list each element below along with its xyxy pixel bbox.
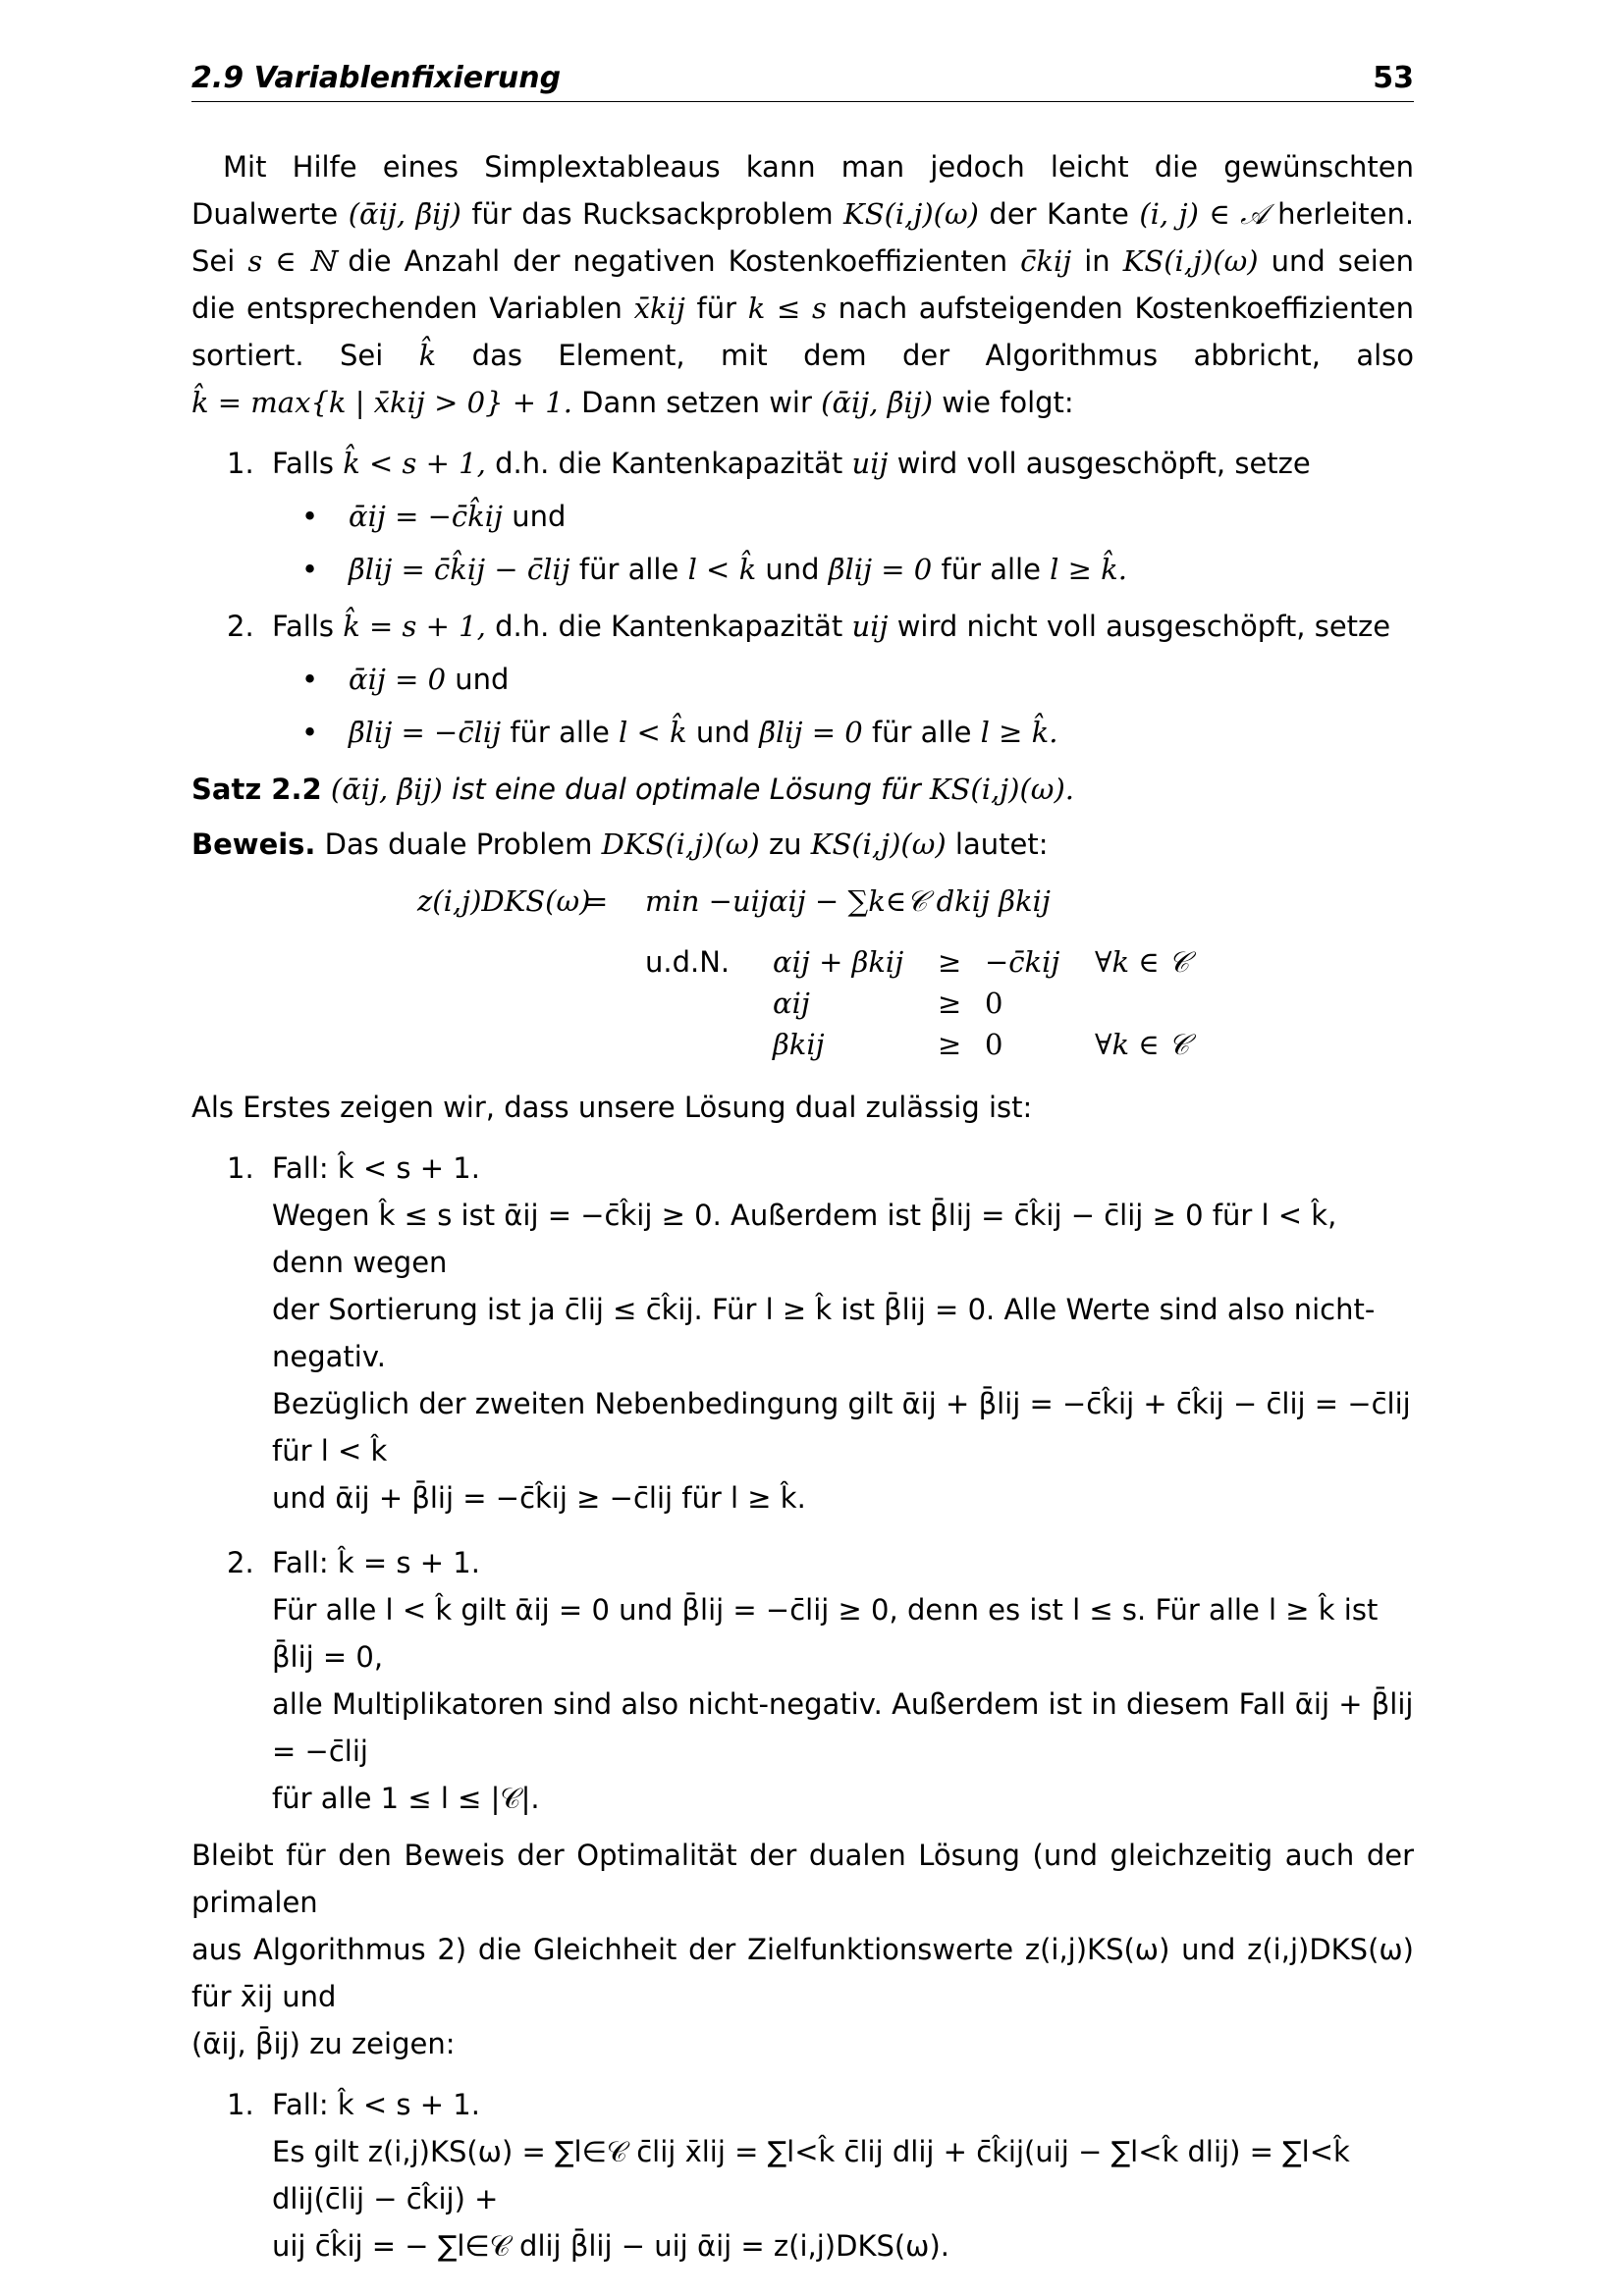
- bullet-item: • ᾱij = 0 und: [191, 656, 1414, 703]
- dual-problem-formulation: z(i,j)DKS(ω) = min −uijαij − ∑k∈𝒞 dkij βkij u.d.N. αij + βkij ≥ −c̄kij ∀k ∈ 𝒞 αij ≥ 0 βkij ≥ 0 ∀k ∈ 𝒞: [417, 884, 1190, 1061]
- running-header: [191, 61, 1414, 102]
- bullet-item: • ᾱij = −c̄k̂ij und: [191, 493, 1414, 540]
- bullet-item: • β̄lij = −c̄lij für alle l < k̂ und β̄lij = 0 für alle l ≥ k̂.: [191, 709, 1414, 756]
- feasibility-cases: [191, 1145, 1414, 1822]
- page-number: 53: [1373, 61, 1414, 95]
- case-item: 1. Fall: k̂ < s + 1. Es gilt z(i,j)KS(ω) = ∑l∈𝒞 c̄lij x̄lij = ∑l<k̂ c̄lij dlij + c̄k̂ij(uij − ∑l<k̂ dlij) = ∑l<k̂ dlij(c̄lij − c̄k̂ij) + uij c̄k̂ij = − ∑l∈𝒞 dlij β̄lij − uij ᾱij = z(i,j)DKS(ω).: [227, 2088, 1350, 2263]
- optimality-cases: [191, 2081, 1414, 2269]
- case-list: [191, 440, 1414, 756]
- intro-paragraph: Mit Hilfe eines Simplextableaus kann man jedoch leicht die gewünschten Dualwerte (ᾱij, β̄ij) für das Rucksackproblem KS(i,j)(ω) der Kante (i, j) ∈ 𝒜 herleiten. Sei s ∈ ℕ die Anzahl der negativen Kostenkoeffizienten c̄kij in KS(i,j)(ω) und seien die entsprechenden Variablen x̄kij für k ≤ s nach aufsteigenden Kostenkoeffizienten sortiert. Sei k̂ das Element, mit dem der Algorithmus abbricht, also k̂ = max{k | x̄kij > 0} + 1. Dann setzen wir (ᾱij, β̄ij) wie folgt:: [191, 150, 1415, 419]
- case-item: 2. Falls k̂ = s + 1, d.h. die Kantenkapazität uij wird nicht voll ausgeschöpft, setze • ᾱij = 0 und • β̄lij = −c̄lij für alle l < k̂ und β̄lij = 0 für alle l ≥ k̂.: [191, 603, 1414, 756]
- case-item: 1. Fall: k̂ < s + 1. Wegen k̂ ≤ s ist ᾱij = −c̄k̂ij ≥ 0. Außerdem ist β̄lij = c̄k̂ij − c̄lij ≥ 0 für l < k̂, denn wegen der Sortierung ist ja c̄lij ≤ c̄k̂ij. Für l ≥ k̂ ist β̄lij = 0. Alle Werte sind also nicht-negativ. Bezüglich der zweiten Nebenbedingung gilt ᾱij + β̄lij = −c̄k̂ij + c̄k̂ij − c̄lij = −c̄lij für l < k̂ und ᾱij + β̄lij = −c̄k̂ij ≥ −c̄lij für l ≥ k̂.: [227, 1151, 1411, 1515]
- bullet-list: [272, 656, 1414, 756]
- proof-intro: Beweis. Das duale Problem DKS(i,j)(ω) zu KS(i,j)(ω) lautet:: [191, 828, 1049, 861]
- theorem: Satz 2.2 (ᾱij, β̄ij) ist eine dual optimale Lösung für KS(i,j)(ω).: [191, 773, 1074, 806]
- optimality-paragraph: Bleibt für den Beweis der Optimalität der dualen Lösung (und gleichzeitig auch der primalen aus Algorithmus 2) die Gleichheit der Zielfunktionswerte z(i,j)KS(ω) und z(i,j)DKS(ω) für x̄ij und (ᾱij, β̄ij) zu zeigen:: [191, 1839, 1414, 2060]
- feasibility-intro: Als Erstes zeigen wir, dass unsere Lösung dual zulässig ist:: [191, 1091, 1033, 1124]
- bullet-list: [272, 493, 1414, 593]
- case-item: 2. Fall: k̂ = s + 1. Für alle l < k̂ gilt ᾱij = 0 und β̄lij = −c̄lij ≥ 0, denn es ist l ≤ s. Für alle l ≥ k̂ ist β̄lij = 0, alle Multiplikatoren sind also nicht-negativ. Außerdem ist in diesem Fall ᾱij + β̄lij = −c̄lij für alle 1 ≤ l ≤ |𝒞|.: [227, 1546, 1414, 1815]
- case-item: 1. Falls k̂ < s + 1, d.h. die Kantenkapazität uij wird voll ausgeschöpft, setze • ᾱij = −c̄k̂ij und • β̄lij = c̄k̂ij − c̄lij für alle l < k̂ und β̄lij = 0 für alle l ≥ k̂.: [191, 440, 1414, 593]
- section-title: 2.9 Variablenfixierung: [191, 61, 562, 95]
- page-body: [191, 143, 1414, 2269]
- page: [191, 61, 1414, 2279]
- bullet-item: • β̄lij = c̄k̂ij − c̄lij für alle l < k̂ und β̄lij = 0 für alle l ≥ k̂.: [191, 546, 1414, 593]
